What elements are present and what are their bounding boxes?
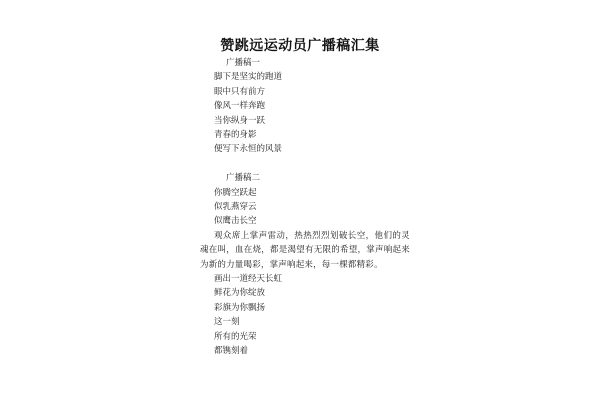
poem-line: 似鹰击长空	[214, 216, 257, 227]
poem-line: 这一刻	[214, 317, 240, 328]
poem-line: 似乳燕穿云	[214, 202, 257, 213]
poem-line: 青春的身影	[214, 130, 257, 141]
poem-line: 眼中只有前方	[214, 86, 266, 97]
poem-line: 彩旗为你飘扬	[214, 302, 266, 313]
prose-paragraph: 观众席上掌声雷动，热热烈烈划破长空，他们的灵魂在叫，血在烧，都是渴望有无限的希望，掌声响起来为新的力量喝彩，掌声响起来，每一棵都精彩。	[200, 230, 410, 270]
document-body	[200, 56, 410, 359]
poem-line: 你腾空跃起	[214, 187, 257, 198]
poem-line: 画出一道经天长虹	[214, 274, 283, 285]
poem-line: 像风一样奔跑	[214, 101, 266, 112]
section-heading: 广播稿一	[226, 58, 261, 68]
poem-line: 鲜花为你绽放	[214, 288, 266, 299]
section-heading: 广播稿二	[226, 173, 261, 184]
poem-line: 脚下是坚实的跑道	[214, 72, 283, 83]
document-title: 赞跳远运动员广播稿汇集	[220, 38, 380, 54]
poem-line: 便写下永恒的风景	[214, 144, 283, 155]
section-spacer	[200, 157, 410, 171]
poem-line: 当你纵身一跃	[214, 115, 266, 126]
poem-line: 都镌刻着	[214, 346, 249, 357]
poem-line: 所有的光荣	[214, 331, 257, 342]
